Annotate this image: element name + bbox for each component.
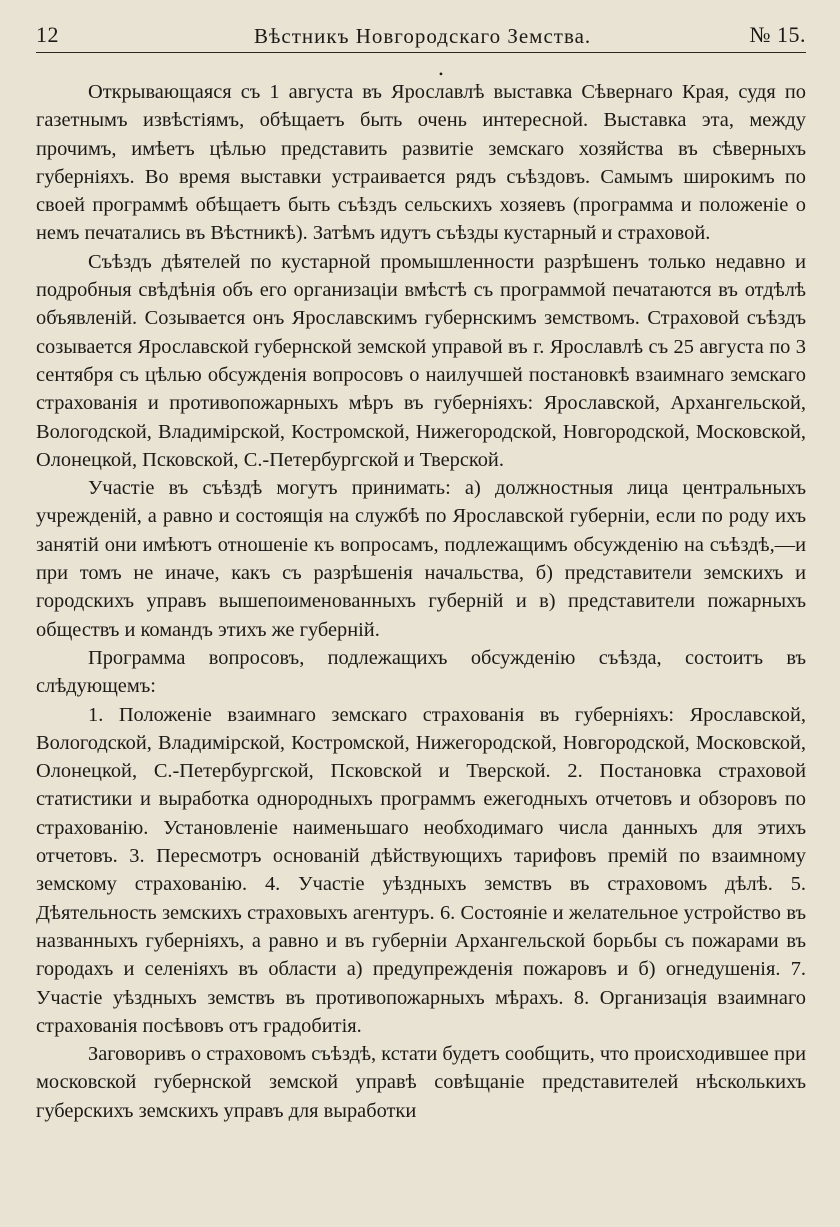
paragraph-moscow-meeting: Заговоривъ о страховомъ съѣздѣ, кстати будетъ сообщить, что происходившее при московской губернской земской управѣ совѣщаніе представителей нѣсколькихъ губерскихъ земскихъ управъ для выработки [36,1043,806,1122]
separator-mark: • [438,67,444,81]
page-header [36,18,806,48]
paragraph-exhibition: Открывающаяся съ 1 августа въ Ярославлѣ выставка Сѣвернаго Края, судя по газетнымъ извѣстіямъ, обѣщаетъ быть очень интересной. Выставка эта, между прочимъ, имѣетъ цѣлью представить развитіе земскаго хозяйства въ сѣверныхъ губерніяхъ. Во время выставки устраивается рядъ съѣздовъ. Самымъ широкимъ по своей программѣ обѣщаетъ быть съѣздъ сельскихъ хозяевъ (программа и положеніе о немъ печатались въ Вѣстникѣ). Затѣмъ идутъ съѣзды кустарный и страховой. [36,81,806,245]
page-number: 12 [36,22,59,47]
header-rule [36,52,806,53]
article-body [36,78,806,1125]
issue-number: № 15. [749,22,806,47]
paragraph-participation: Участіе въ съѣздѣ могутъ принимать: а) должностныя лица центральныхъ учрежденій, а равно и состоящія на службѣ по Ярославской губерніи, если по роду ихъ занятій они имѣютъ отношеніе къ вопросамъ, подлежащимъ обсужденію на съѣздѣ,—и при томъ не иначе, какъ съ разрѣшенія начальства, б) представители земскихъ и городскихъ управъ вышепоименованныхъ губерній и в) представители пожарныхъ обществъ и командъ этихъ же губерній. [36,477,806,641]
paragraph-congress-organization: Съѣздъ дѣятелей по кустарной промышленности разрѣшенъ только недавно и подробныя свѣдѣнія объ его организаціи вмѣстѣ съ программой печатаются въ отдѣлѣ объявленій. Созывается онъ Ярославскимъ губернскимъ земствомъ. Страховой съѣздъ созывается Ярославской губернской земской управой въ г. Ярославлѣ съ 25 августа по 3 сентября съ цѣлью обсужденія вопросовъ о наилучшей постановкѣ взаимнаго земскаго страхованія и противопожарныхъ мѣръ въ губерніяхъ: Ярославской, Архангельской, Вологодской, Владимірской, Костромской, Нижегородской, Новгородской, Московской, Олонецкой, Псковской, С.-Петербургской и Тверской. [36,250,806,471]
journal-title: Вѣстникъ Новгородскаго Земства. [254,24,592,48]
paragraph-program-items: 1. Положеніе взаимнаго земскаго страхованія въ губерніяхъ: Ярославской, Вологодской, Владимірской, Костромской, Нижегородской, Новгородской, Московской, Олонецкой, С.-Петербургской, Псковской и Тверской. 2. Постановка страховой статистики и выработка однородныхъ программъ ежегодныхъ отчетовъ и обзоровъ по страхованію. Установленіе наименьшаго необходимаго числа данныхъ для этихъ отчетовъ. 3. Пересмотръ основаній дѣйствующихъ тарифовъ премій по взаимному земскому страхованію. 4. Участіе уѣздныхъ земствъ въ страховомъ дѣлѣ. 5. Дѣятельность земскихъ страховыхъ агентуръ. 6. Состояніе и желательное устройство въ названныхъ губерніяхъ, а равно и въ губерніи Архангельской борьбы съ пожарами въ городахъ и селеніяхъ въ области а) предупрежденія пожаровъ и б) огнедушенія. 7. Участіе уѣздныхъ земствъ въ противопожарныхъ мѣрахъ. 8. Организація взаимнаго страхованія посѣвовъ отъ градобитія. [36,703,806,1037]
paragraph-program-intro: Программа вопросовъ, подлежащихъ обсужденію съѣзда, состоитъ въ слѣдующемъ: [36,646,806,698]
